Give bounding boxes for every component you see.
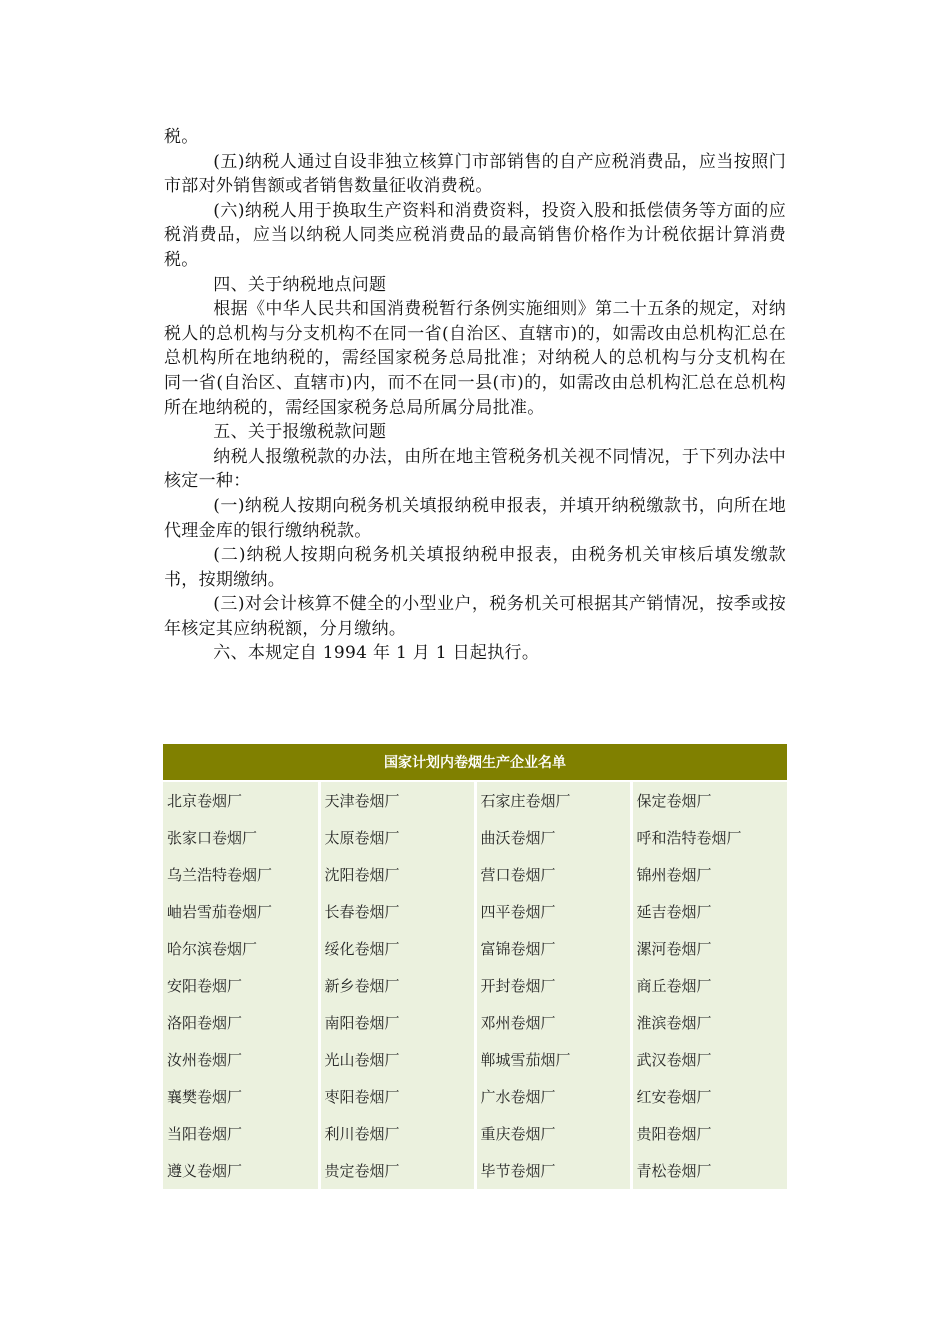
paragraph: (三)对会计核算不健全的小型业户，税务机关可根据其产销情况，按季或按年核定其应纳税额，分月缴纳。 (164, 594, 786, 639)
table-cell: 淮滨卷烟厂 (631, 1004, 787, 1041)
table-row (163, 1078, 787, 1115)
table-cell: 洛阳卷烟厂 (163, 1004, 319, 1041)
table-cell: 漯河卷烟厂 (631, 930, 787, 967)
section-heading: 六、本规定自 1994 年 1 月 1 日起执行。 (213, 643, 540, 664)
table-cell: 商丘卷烟厂 (631, 967, 787, 1004)
paragraph: (一)纳税人按期向税务机关填报纳税申报表，并填开纳税缴款书，向所在地代理金库的银行缴纳税款。 (164, 495, 786, 541)
table-title: 国家计划内卷烟生产企业名单 (163, 744, 787, 781)
table-cell: 光山卷烟厂 (319, 1041, 475, 1078)
paragraph: 纳税人报缴税款的办法，由所在地主管税务机关视不同情况，于下列办法中核定一种： (164, 446, 786, 492)
table-cell: 青松卷烟厂 (631, 1152, 787, 1189)
table-cell: 枣阳卷烟厂 (319, 1078, 475, 1115)
table-cell: 新乡卷烟厂 (319, 967, 475, 1004)
table-cell: 遵义卷烟厂 (163, 1152, 319, 1189)
table-cell: 贵阳卷烟厂 (631, 1115, 787, 1152)
table-row (163, 1115, 787, 1152)
table-cell: 重庆卷烟厂 (475, 1115, 631, 1152)
table-cell: 乌兰浩特卷烟厂 (163, 856, 319, 893)
paragraph: 税。 (164, 127, 199, 147)
table-row (163, 893, 787, 930)
table-cell: 邓州卷烟厂 (475, 1004, 631, 1041)
factory-table (163, 744, 787, 1189)
table-cell: 广水卷烟厂 (475, 1078, 631, 1115)
table-cell: 安阳卷烟厂 (163, 967, 319, 1004)
table-cell: 当阳卷烟厂 (163, 1115, 319, 1152)
table-cell: 郸城雪茄烟厂 (475, 1041, 631, 1078)
table-cell: 长春卷烟厂 (319, 893, 475, 930)
table-cell: 红安卷烟厂 (631, 1078, 787, 1115)
table-cell: 绥化卷烟厂 (319, 930, 475, 967)
table-cell: 岫岩雪茄卷烟厂 (163, 893, 319, 930)
table-cell: 呼和浩特卷烟厂 (631, 819, 787, 856)
table-row (163, 1152, 787, 1189)
table-row (163, 819, 787, 856)
table-cell: 武汉卷烟厂 (631, 1041, 787, 1078)
table-cell: 襄樊卷烟厂 (163, 1078, 319, 1115)
table-row (163, 1041, 787, 1078)
table-cell: 营口卷烟厂 (475, 856, 631, 893)
table-cell: 汝州卷烟厂 (163, 1041, 319, 1078)
table-row (163, 1004, 787, 1041)
document-body (164, 125, 786, 666)
paragraph: (二)纳税人按期向税务机关填报纳税申报表，由税务机关审核后填发缴款书，按期缴纳。 (164, 545, 786, 590)
table-cell: 富锦卷烟厂 (475, 930, 631, 967)
table-cell: 石家庄卷烟厂 (475, 781, 631, 819)
table-row (163, 781, 787, 819)
table-cell: 太原卷烟厂 (319, 819, 475, 856)
table-cell: 锦州卷烟厂 (631, 856, 787, 893)
table-row (163, 967, 787, 1004)
table-row (163, 930, 787, 967)
table-cell: 开封卷烟厂 (475, 967, 631, 1004)
section-heading: 五、关于报缴税款问题 (213, 422, 387, 443)
table-cell: 哈尔滨卷烟厂 (163, 930, 319, 967)
table-cell: 贵定卷烟厂 (319, 1152, 475, 1189)
section-heading: 四、关于纳税地点问题 (213, 274, 387, 295)
table-cell: 沈阳卷烟厂 (319, 856, 475, 893)
paragraph: (五)纳税人通过自设非独立核算门市部销售的自产应税消费品，应当按照门市部对外销售额或者销售数量征收消费税。 (164, 151, 786, 197)
paragraph: 根据《中华人民共和国消费税暂行条例实施细则》第二十五条的规定，对纳税人的总机构与分支机构不在同一省(自治区、直辖市)的，如需改由总机构汇总在总机构所在地纳税的，需经国家税务总局批准；对纳税人的总机构与分支机构在同一省(自治区、直辖市)内，而不在同一县(市)的，如需改由总机构汇总在总机构所在地纳税的，需经国家税务总局所属分局批准。 (164, 299, 786, 418)
table-cell: 天津卷烟厂 (319, 781, 475, 819)
table-cell: 张家口卷烟厂 (163, 819, 319, 856)
table-cell: 保定卷烟厂 (631, 781, 787, 819)
table-row (163, 856, 787, 893)
table-cell: 毕节卷烟厂 (475, 1152, 631, 1189)
table-cell: 四平卷烟厂 (475, 893, 631, 930)
table-cell: 利川卷烟厂 (319, 1115, 475, 1152)
paragraph: (六)纳税人用于换取生产资料和消费资料，投资入股和抵偿债务等方面的应税消费品，应当以纳税人同类应税消费品的最高销售价格作为计税依据计算消费税。 (164, 200, 786, 270)
table-cell: 曲沃卷烟厂 (475, 819, 631, 856)
table-cell: 北京卷烟厂 (163, 781, 319, 819)
table-cell: 南阳卷烟厂 (319, 1004, 475, 1041)
table-cell: 延吉卷烟厂 (631, 893, 787, 930)
factory-table-container (163, 744, 787, 1189)
